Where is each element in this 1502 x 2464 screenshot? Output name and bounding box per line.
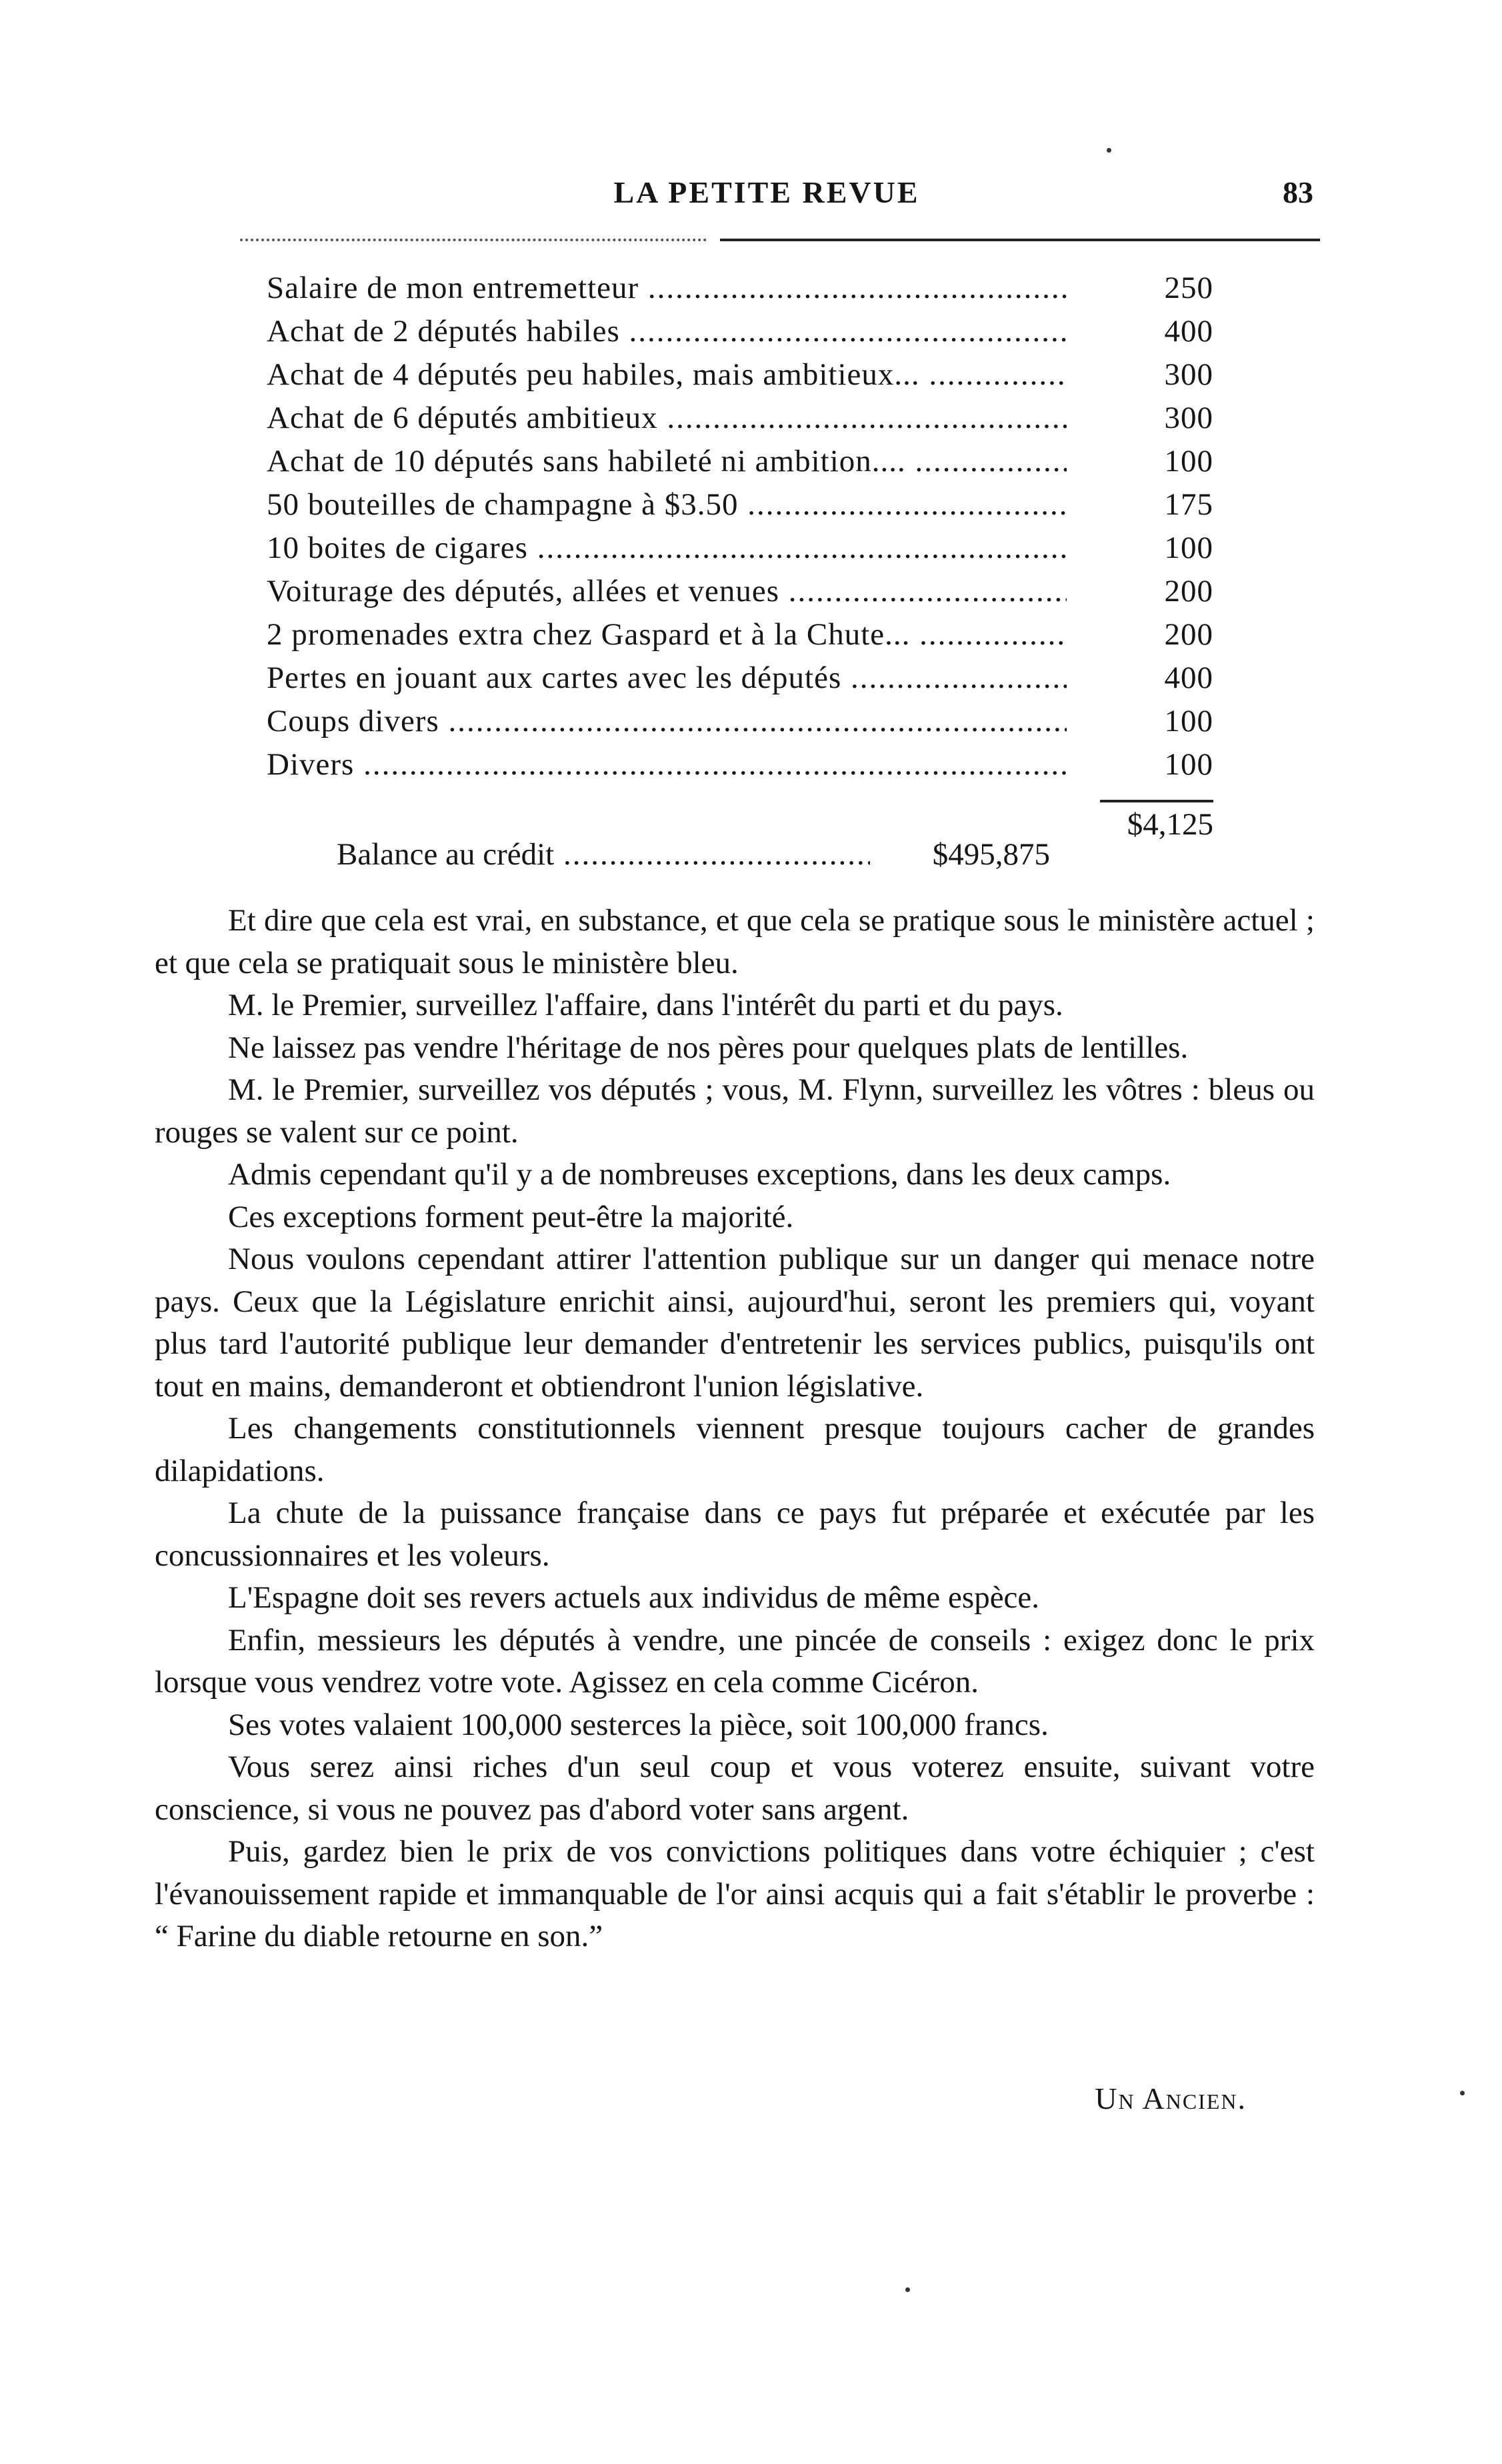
account-label: 50 bouteilles de champagne à $3.50 ..... xyxy=(267,483,1067,527)
account-amount: 100 xyxy=(1164,531,1213,565)
account-amount: 400 xyxy=(1164,314,1213,349)
account-label: Coups divers ..... xyxy=(267,700,1067,743)
paragraph: Vous serez ainsi riches d'un seul coup et vous voterez ensuite, suivant votre conscience, si vous ne pouvez pas d'abord voter sans argent. xyxy=(155,1750,1315,1827)
account-row xyxy=(267,700,1213,743)
author-signature: Un Ancien. xyxy=(1095,2081,1247,2115)
account-row xyxy=(267,613,1213,656)
account-amount: 100 xyxy=(1164,704,1213,738)
account-amount: 200 xyxy=(1164,574,1213,609)
paragraph: Ses votes valaient 100,000 sesterces la pièce, soit 100,000 francs. xyxy=(228,1707,1049,1742)
paragraph: Ne laissez pas vendre l'héritage de nos pères pour quelques plats de lentilles. xyxy=(228,1030,1189,1065)
ink-speck xyxy=(1107,148,1111,153)
account-amount: 175 xyxy=(1164,487,1213,522)
balance-amount: $495,875 xyxy=(932,837,1050,872)
page-number: 83 xyxy=(1283,175,1313,209)
account-amount: 300 xyxy=(1164,401,1213,435)
account-row xyxy=(267,743,1213,786)
ink-speck xyxy=(905,2287,910,2292)
account-row xyxy=(267,267,1213,310)
account-amount: 100 xyxy=(1164,444,1213,479)
account-row xyxy=(267,310,1213,353)
account-label: 2 promenades extra chez Gaspard et à la Chute... ..... xyxy=(267,613,1067,656)
paragraph: Puis, gardez bien le prix de vos convictions politiques dans votre échiquier ; c'est l'évanouissement rapide et immanquable de l'or ainsi acquis qui a fait s'établir le proverbe : “ Farine du diable retourne en son.” xyxy=(155,1834,1315,1953)
account-label: Salaire de mon entremetteur ..... xyxy=(267,267,1067,310)
paragraph: Admis cependant qu'il y a de nombreuses exceptions, dans les deux camps. xyxy=(228,1157,1171,1192)
paragraph: Et dire que cela est vrai, en substance, et que cela se pratique sous le ministère actuel ; et que cela se pratiquait sous le ministère bleu. xyxy=(155,903,1315,980)
account-amount: 400 xyxy=(1164,660,1213,695)
ink-speck xyxy=(1460,2091,1465,2095)
account-label: Pertes en jouant aux cartes avec les députés ..... xyxy=(267,656,1067,700)
balance-label: Balance au crédit ..... xyxy=(337,836,870,872)
account-row xyxy=(267,483,1213,527)
total-rule xyxy=(1100,800,1213,802)
account-label: Achat de 6 députés ambitieux ..... xyxy=(267,397,1067,440)
header-rule xyxy=(720,239,1320,241)
account-row xyxy=(267,656,1213,700)
article-body xyxy=(155,900,1315,1958)
account-amount: 200 xyxy=(1164,617,1213,652)
account-row xyxy=(267,570,1213,613)
paragraph: Ces exceptions forment peut-être la majorité. xyxy=(228,1199,794,1234)
paragraph: La chute de la puissance française dans ce pays fut préparée et exécutée par les concussionnaires et les voleurs. xyxy=(155,1496,1315,1573)
running-header-title: LA PETITE REVUE xyxy=(613,175,920,209)
account-label: Voiturage des députés, allées et venues ..... xyxy=(267,570,1067,613)
account-row xyxy=(267,440,1213,483)
paragraph: M. le Premier, surveillez l'affaire, dans l'intérêt du parti et du pays. xyxy=(228,988,1063,1022)
header-dotted-rule xyxy=(240,239,707,241)
account-row xyxy=(267,397,1213,440)
account-amount: 250 xyxy=(1164,271,1213,305)
account-label: 10 boites de cigares ..... xyxy=(267,527,1067,570)
account-row xyxy=(267,353,1213,397)
account-amount: 100 xyxy=(1164,747,1213,782)
paragraph: Enfin, messieurs les députés à vendre, une pincée de conseils : exigez donc le prix lorsque vous vendrez votre vote. Agissez en cela comme Cicéron. xyxy=(155,1622,1315,1700)
balance-line xyxy=(337,836,1050,872)
account-label: Divers ..... xyxy=(267,743,1067,786)
account-label: Achat de 4 députés peu habiles, mais ambitieux... ..... xyxy=(267,353,1067,397)
account-label: Achat de 2 députés habiles ..... xyxy=(267,310,1067,353)
paragraph: L'Espagne doit ses revers actuels aux individus de même espèce. xyxy=(228,1580,1040,1615)
expense-account-list xyxy=(267,267,1213,786)
account-label: Achat de 10 députés sans habileté ni ambition.... ..... xyxy=(267,440,1067,483)
account-total: $4,125 xyxy=(1127,807,1213,842)
paragraph: Nous voulons cependant attirer l'attention publique sur un danger qui menace notre pays. Ceux que la Législature enrichit ainsi, aujourd'hui, seront les premiers qui, voyant plus tard l'autorité publique leur demander d'entretenir les services publics, puisqu'ils ont tout en mains, demanderont et obtiendront l'union législative. xyxy=(155,1242,1315,1404)
paragraph: M. le Premier, surveillez vos députés ; vous, M. Flynn, surveillez les vôtres : bleus ou rouges se valent sur ce point. xyxy=(155,1072,1315,1150)
account-row xyxy=(267,527,1213,570)
paragraph: Les changements constitutionnels viennent presque toujours cacher de grandes dilapidations. xyxy=(155,1411,1315,1488)
account-amount: 300 xyxy=(1164,357,1213,392)
